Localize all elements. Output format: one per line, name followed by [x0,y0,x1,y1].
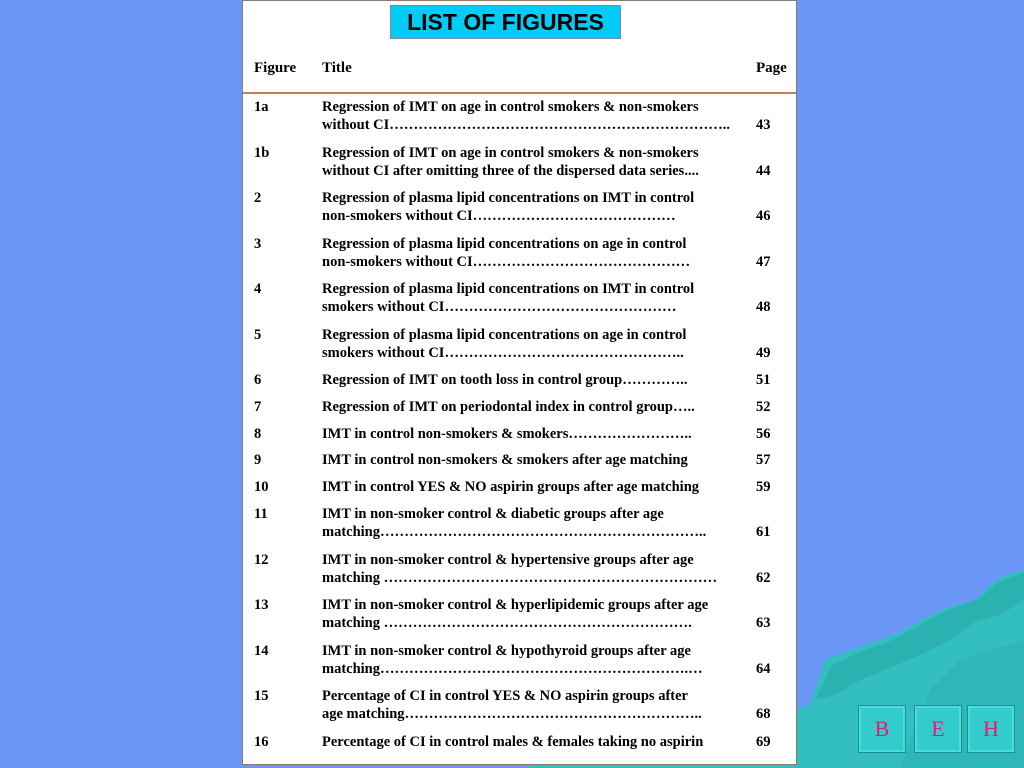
figure-page-number: 46 [756,208,771,224]
figure-number: 5 [254,326,262,343]
figure-page-number: 68 [756,706,771,722]
figure-title-line: Percentage of CI in control YES & NO aspirin groups after [322,688,688,704]
figure-page-number: 47 [756,253,771,270]
figure-title [322,451,742,469]
figure-number: 8 [254,425,262,442]
nav-button-b[interactable]: B [858,705,906,753]
figure-title-line: Regression of plasma lipid concentrations on age in control [322,326,687,343]
figure-number: 13 [254,597,269,613]
figure-page-number: 48 [756,299,771,315]
figure-title-line: IMT in non-smoker control & diabetic groups after age [322,506,664,522]
figure-title-line: Regression of IMT on periodontal index in control group….. [322,398,695,415]
figure-page-number: 62 [756,569,771,586]
figure-title-line: IMT in non-smoker control & hypertensive groups after age [322,551,694,568]
figure-number: 1a [254,99,269,115]
figure-title-line: IMT in non-smoker control & hypothyroid groups after age [322,642,691,659]
figure-page-number: 43 [756,117,771,133]
figure-page-number: 59 [756,479,771,496]
figure-page-number: 63 [756,615,771,631]
nav-button-e[interactable]: E [914,705,962,753]
figure-title-line: matching……………………………………………………….… [322,660,703,677]
figure-page-number: 69 [756,733,771,750]
figure-title-line: non-smokers without CI…………………………………… [322,208,676,224]
figure-title-line: Percentage of CI in control males & females taking no aspirin [322,733,704,750]
figure-title-line: IMT in control YES & NO aspirin groups after age matching [322,479,700,496]
figure-title-line: smokers without CI………………………………………… [322,299,677,315]
figure-title-line: non-smokers without CI……………………………………… [322,253,691,270]
figure-title [322,425,742,443]
figure-title [322,326,742,362]
figure-title [322,280,742,316]
column-header-page: Page [756,60,787,76]
figure-page-number: 44 [756,162,771,179]
figure-title-line: Regression of plasma lipid concentrations on IMT in control [322,190,695,206]
figure-title-line: age matching…………………………………………………….. [322,706,702,722]
figure-number: 1b [254,144,270,161]
figure-title [322,733,742,751]
figure-page-number: 57 [756,452,771,469]
figure-list-page [242,0,797,765]
figure-title [322,642,742,678]
figure-title [322,478,742,496]
figure-page-number: 61 [756,524,771,540]
figure-title [322,505,742,541]
figure-number: 7 [254,398,262,415]
figure-number: 15 [254,688,269,704]
figure-title-line: Regression of plasma lipid concentrations on age in control [322,235,687,252]
figure-title-line: Regression of plasma lipid concentrations on IMT in control [322,281,695,297]
figure-number: 4 [254,281,262,297]
column-header-figure: Figure [254,60,297,76]
figure-title [322,371,742,389]
figure-title [322,235,742,271]
figure-title-line: without CI…………………………………………………………….. [322,117,731,133]
figure-title-line: smokers without CI………………………………………….. [322,344,684,361]
figure-title-line: Regression of IMT on tooth loss in control group………….. [322,372,688,388]
figure-title-line: matching………………………………………………………….. [322,524,707,540]
figure-title-line: IMT in control non-smokers & smokers…………………….. [322,425,692,442]
figure-title-line: matching …………………………………………………………… [322,569,718,586]
nav-button-h[interactable]: H [967,705,1015,753]
figure-page-number: 52 [756,398,771,415]
figure-title-line: Regression of IMT on age in control smokers & non-smokers [322,144,699,161]
figure-number: 14 [254,642,269,659]
figure-title [322,189,742,225]
figure-page-number: 64 [756,660,771,677]
figure-title [322,98,742,134]
figure-title-line: without CI after omitting three of the dispersed data series.... [322,162,699,179]
figure-number: 6 [254,372,262,388]
figure-title [322,144,742,180]
figure-number: 16 [254,733,269,750]
figure-title [322,596,742,632]
figure-title [322,398,742,416]
figure-title [322,687,742,723]
figure-number: 10 [254,479,269,496]
figure-number: 9 [254,452,262,469]
page-title: LIST OF FIGURES [390,5,621,39]
figure-title [322,551,742,587]
figure-number: 11 [254,506,268,522]
figure-number: 2 [254,190,262,206]
figure-title-line: IMT in non-smoker control & hyperlipidemic groups after age [322,597,709,613]
column-header-title: Title [322,60,352,76]
figure-page-number: 51 [756,372,771,388]
figure-page-number: 56 [756,425,771,442]
figure-page-number: 49 [756,344,771,361]
figure-title-line: Regression of IMT on age in control smokers & non-smokers [322,99,699,115]
figure-number: 3 [254,235,262,252]
figure-title-line: matching ………………………………………………………. [322,615,692,631]
figure-title-line: IMT in control non-smokers & smokers after age matching [322,452,688,469]
figure-number: 12 [254,551,269,568]
header-divider [243,92,796,94]
